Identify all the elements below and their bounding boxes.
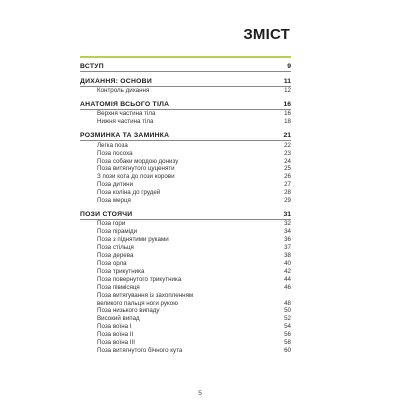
entry-page-number: 28	[284, 189, 291, 197]
entry-page-number: 36	[284, 236, 291, 244]
toc-entry[interactable]	[80, 331, 291, 339]
entry-title: Поза воїна I	[97, 323, 132, 331]
entry-page-number: 29	[284, 197, 291, 205]
entry-page-number: 22	[284, 141, 291, 149]
entry-page-number: 48	[284, 299, 291, 307]
page-number: 5	[198, 390, 202, 397]
entry-page-number: 44	[284, 275, 291, 283]
entry-title: великого пальця ноги рукою	[97, 299, 178, 307]
toc-entry[interactable]	[80, 165, 291, 173]
toc-entry[interactable]	[80, 244, 291, 252]
toc-entry[interactable]	[80, 284, 291, 292]
entry-page-number: 32	[284, 220, 291, 228]
entry-page-number: 27	[284, 181, 291, 189]
section-title: ПОЗИ СТОЯЧИ	[80, 210, 133, 218]
toc-entry[interactable]	[80, 315, 291, 323]
toc-entry[interactable]	[80, 181, 291, 189]
section-divider	[80, 140, 291, 141]
entry-title: Поза орла	[97, 260, 127, 267]
entry-title: Високий випад	[97, 315, 140, 323]
toc-section	[80, 131, 291, 205]
toc-entry[interactable]	[80, 323, 291, 331]
toc-entry[interactable]	[80, 236, 291, 244]
section-divider	[80, 86, 291, 87]
entry-title: Поза мерця	[97, 197, 131, 205]
entry-title: Поза стільця	[97, 244, 134, 252]
toc-section	[80, 62, 291, 72]
toc-entry[interactable]	[80, 110, 291, 118]
entry-page-number: 50	[284, 307, 291, 315]
entry-title: Поза гори	[97, 220, 126, 228]
entry-page-number: 18	[284, 118, 291, 126]
toc-section-heading[interactable]	[80, 210, 291, 219]
page-title: ЗМІСТ	[243, 26, 290, 43]
entry-title: Поза дерева	[97, 252, 134, 260]
section-page-number: 11	[283, 77, 291, 85]
toc-section-heading[interactable]	[80, 77, 291, 86]
toc-entry[interactable]	[80, 142, 291, 150]
section-title: ДИХАННЯ: ОСНОВИ	[80, 77, 152, 85]
toc-entry[interactable]	[80, 300, 291, 308]
toc-entry[interactable]	[80, 118, 291, 126]
toc-section-heading[interactable]	[80, 62, 291, 71]
entry-page-number: 42	[284, 267, 291, 275]
entry-title: Поза дитини	[97, 181, 134, 189]
entry-title: Поза трикутника	[97, 267, 145, 275]
toc-entry[interactable]	[80, 260, 291, 268]
section-title: АНАТОМІЯ ВСЬОГО ТІЛА	[80, 100, 170, 108]
entry-title: Поза витягування із захопленням	[97, 291, 194, 299]
entry-page-number: 37	[284, 244, 291, 252]
entry-page-number: 52	[284, 315, 291, 323]
section-page-number: 9	[287, 63, 291, 70]
toc-entry[interactable]	[80, 252, 291, 260]
section-divider	[80, 219, 291, 220]
entry-title: Поза витягнутого цуценяти	[97, 165, 175, 173]
section-page-number: 31	[283, 210, 291, 218]
entry-title: Поза піраміди	[97, 228, 138, 236]
entry-page-number: 54	[284, 323, 291, 331]
entry-page-number: 56	[284, 331, 291, 339]
toc-entry[interactable]	[80, 150, 291, 158]
toc-entry[interactable]	[80, 276, 291, 284]
entry-page-number: 23	[284, 149, 291, 157]
entry-title: Поза воїна III	[97, 339, 135, 347]
entry-title: Поза коліна до грудей	[97, 189, 161, 197]
entry-title: Поза посоха	[97, 149, 133, 157]
entry-page-number: 26	[284, 173, 291, 181]
entry-page-number: 58	[284, 339, 291, 347]
section-divider	[80, 71, 291, 72]
toc-entry[interactable]	[80, 268, 291, 276]
entry-page-number: 40	[284, 260, 291, 267]
entry-title: Поза собаки мордою донизу	[97, 157, 179, 165]
entry-page-number: 38	[284, 252, 291, 260]
entry-title: Поза низького випаду	[97, 307, 160, 315]
entry-page-number: 12	[284, 87, 291, 94]
toc-entry[interactable]	[80, 197, 291, 205]
toc-entry[interactable]	[80, 158, 291, 166]
section-title: ВСТУП	[80, 63, 104, 70]
toc-entry[interactable]	[80, 173, 291, 181]
toc-entry[interactable]	[80, 189, 291, 197]
entry-title: Контроль дихання	[97, 87, 150, 94]
entry-page-number: 34	[284, 228, 291, 236]
entry-title: Поза воїна II	[97, 331, 134, 339]
entry-title: Легка поза	[97, 141, 128, 149]
toc-section	[80, 210, 291, 355]
toc-entry[interactable]	[80, 292, 291, 300]
toc-entry[interactable]	[80, 339, 291, 347]
toc-entry[interactable]	[80, 228, 291, 236]
section-page-number: 16	[283, 100, 291, 108]
toc-entry[interactable]	[80, 347, 291, 355]
toc-section	[80, 100, 291, 126]
entry-page-number: 25	[284, 165, 291, 173]
entry-page-number: 46	[284, 283, 291, 291]
toc-entry[interactable]	[80, 307, 291, 315]
entry-page-number: 16	[284, 110, 291, 118]
toc-section-heading[interactable]	[80, 100, 291, 109]
toc-section	[80, 77, 291, 95]
entry-title: Поза з піднятими руками	[97, 236, 169, 244]
toc-entry[interactable]	[80, 220, 291, 228]
toc-section-heading[interactable]	[80, 131, 291, 140]
table-of-contents	[80, 59, 291, 355]
toc-entry[interactable]	[80, 87, 291, 95]
entry-page-number: 60	[284, 346, 291, 354]
entry-title: Поза витягнутого бічного кута	[97, 346, 183, 354]
section-page-number: 21	[283, 132, 291, 140]
entry-title: З пози кота до пози корови	[97, 173, 175, 181]
entry-title: Поза повернутого трикутника	[97, 275, 182, 283]
entry-title: Поза півмісяця	[97, 283, 140, 291]
entry-page-number: 24	[284, 157, 291, 165]
entry-title: Нижня частина тіла	[97, 118, 154, 126]
entry-title: Верхня частина тіла	[97, 110, 156, 118]
section-title: РОЗМИНКА ТА ЗАМИНКА	[80, 132, 170, 140]
title-rule	[80, 56, 291, 58]
section-divider	[80, 109, 291, 110]
